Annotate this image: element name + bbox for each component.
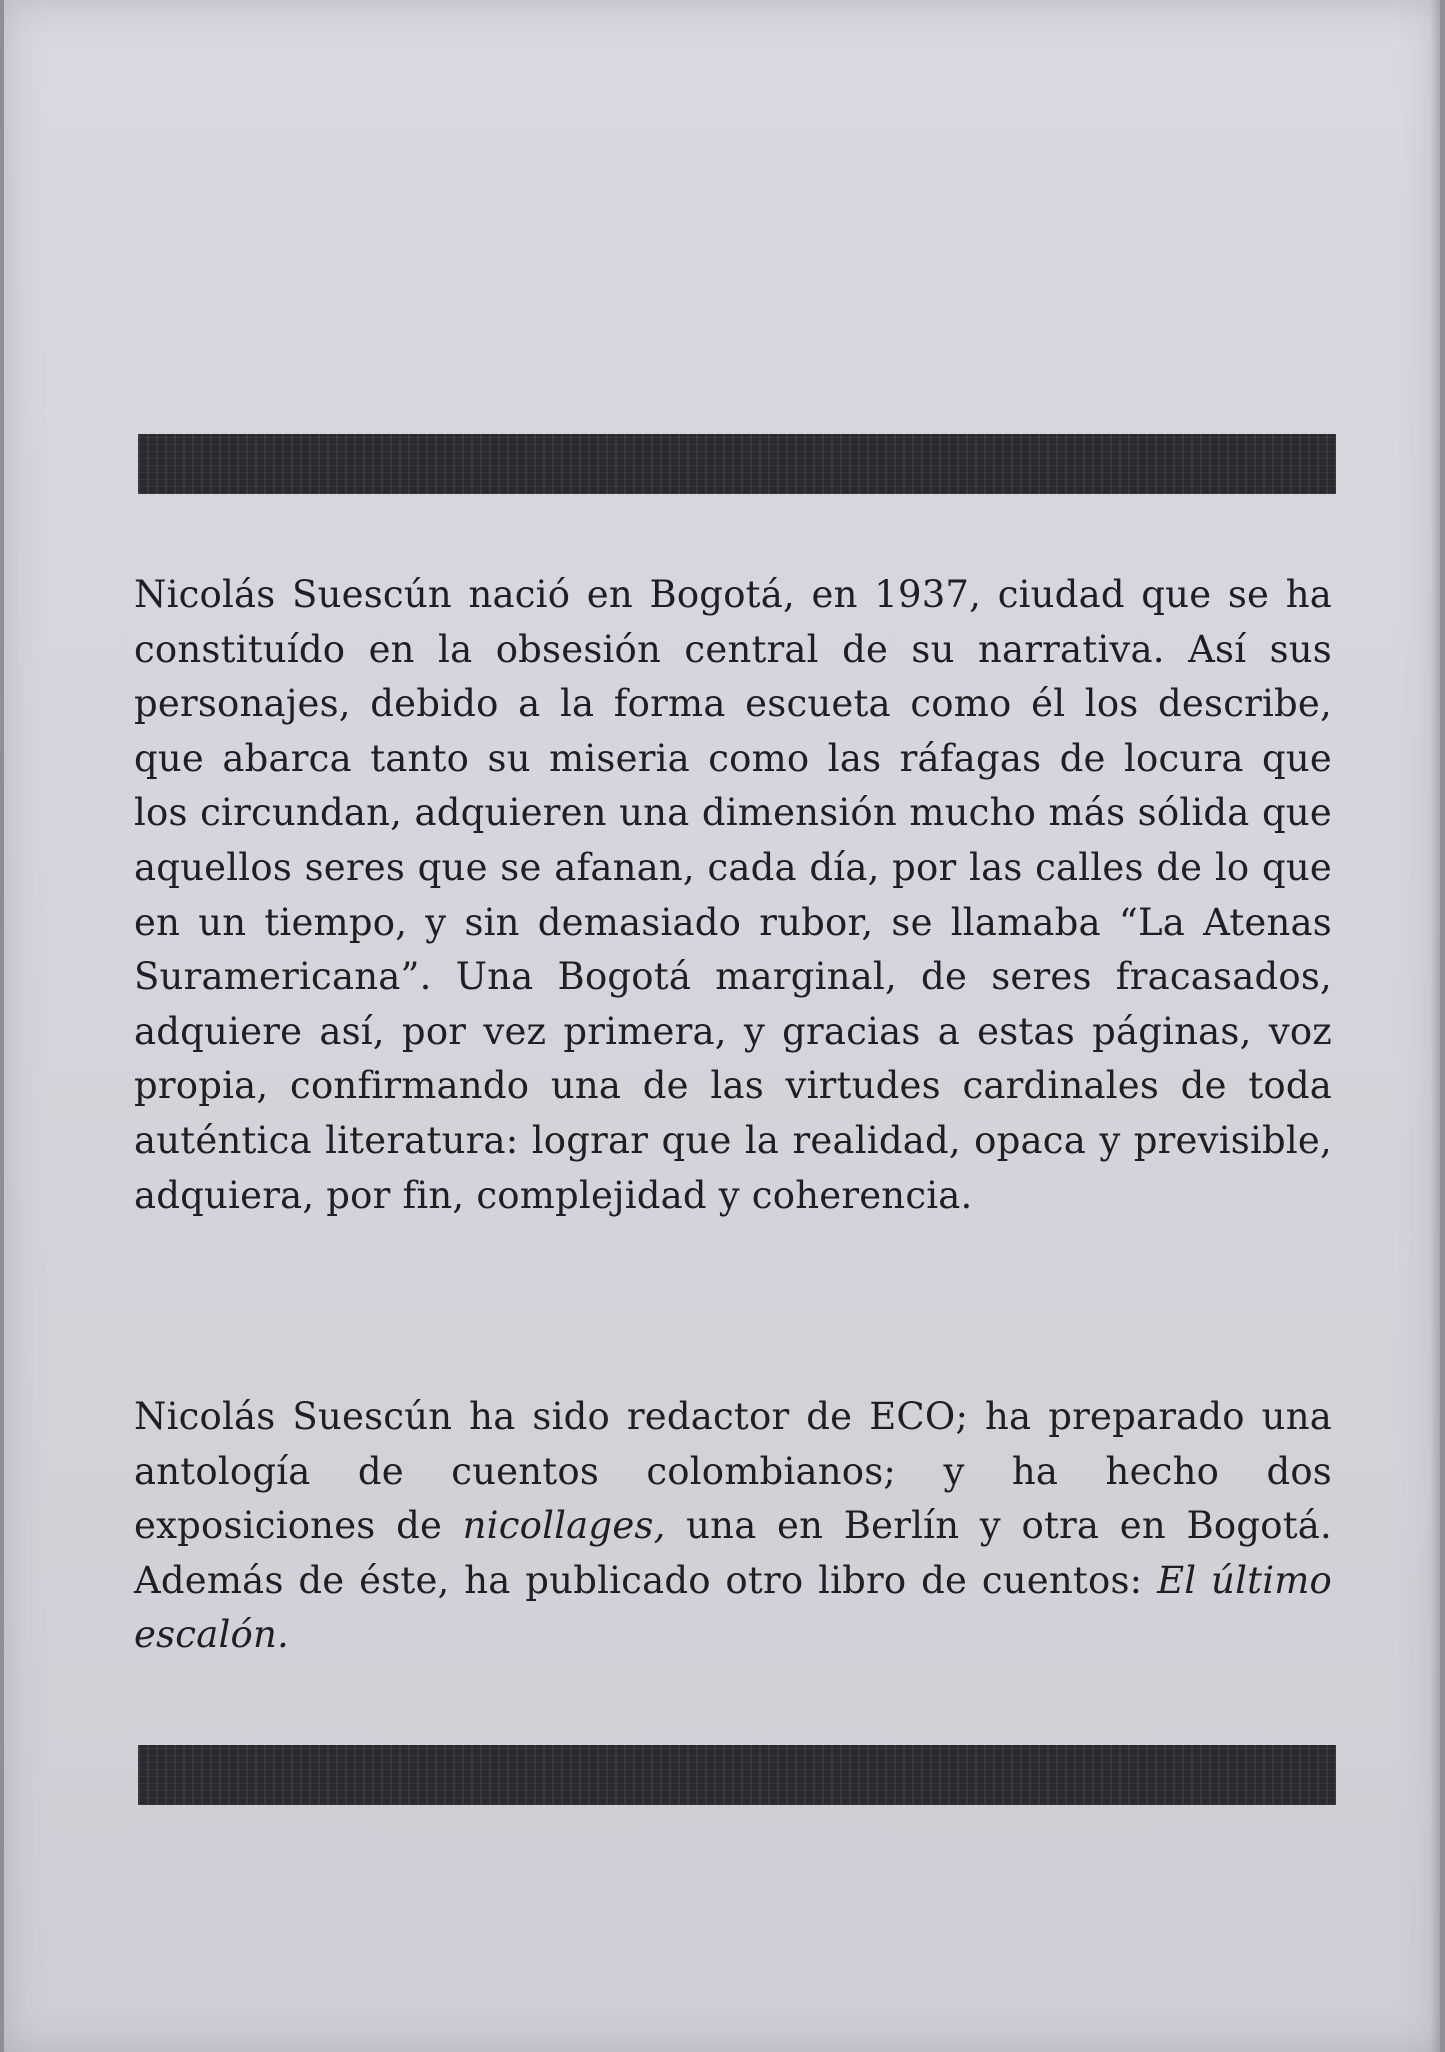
- author-bio-paragraph: [134, 568, 1332, 1223]
- book-title: El último escalón.: [134, 1558, 1332, 1657]
- bio-text: Nicolás Suescún nació en Bogotá, en 1937, ciudad que se ha constituído en la obsesión central de su narrativa. Así sus personajes, debido a la forma escueta como él los describe, que abarca tanto su miseria como las ráfagas de locura que los circundan, adquieren una dimensión mucho más sólida que aquellos seres que se afanan, cada día, por las calles de lo que en un tiempo, y sin demasiado rubor, se llamaba “La Atenas Suramericana”. Una Bogotá marginal, de seres fracasados, adquiere así, por vez primera, y gracias a estas páginas, voz propia, confirmando una de las virtudes cardinales de toda auténtica literatura: lograr que la realidad, opaca y previsible, adquiera, por fin, complejidad y coherencia.: [134, 573, 1332, 1217]
- bottom-decorative-bar: [138, 1745, 1336, 1805]
- credits-text: [134, 1390, 1332, 1663]
- top-decorative-bar: [138, 434, 1336, 494]
- nicollages-term: nicollages,: [462, 1504, 666, 1548]
- author-credits-paragraph: [134, 1390, 1332, 1663]
- credits-text-part-2: una en Berlín y otra en Bogotá. Además de éste, ha publicado otro libro de cuentos:: [134, 1504, 1332, 1602]
- book-back-cover: [4, 0, 1440, 2052]
- credits-text-part-1: Nicolás Suescún ha sido redactor de ECO; ha preparado una antología de cuentos colombianos; y ha hecho dos exposiciones de: [134, 1395, 1332, 1548]
